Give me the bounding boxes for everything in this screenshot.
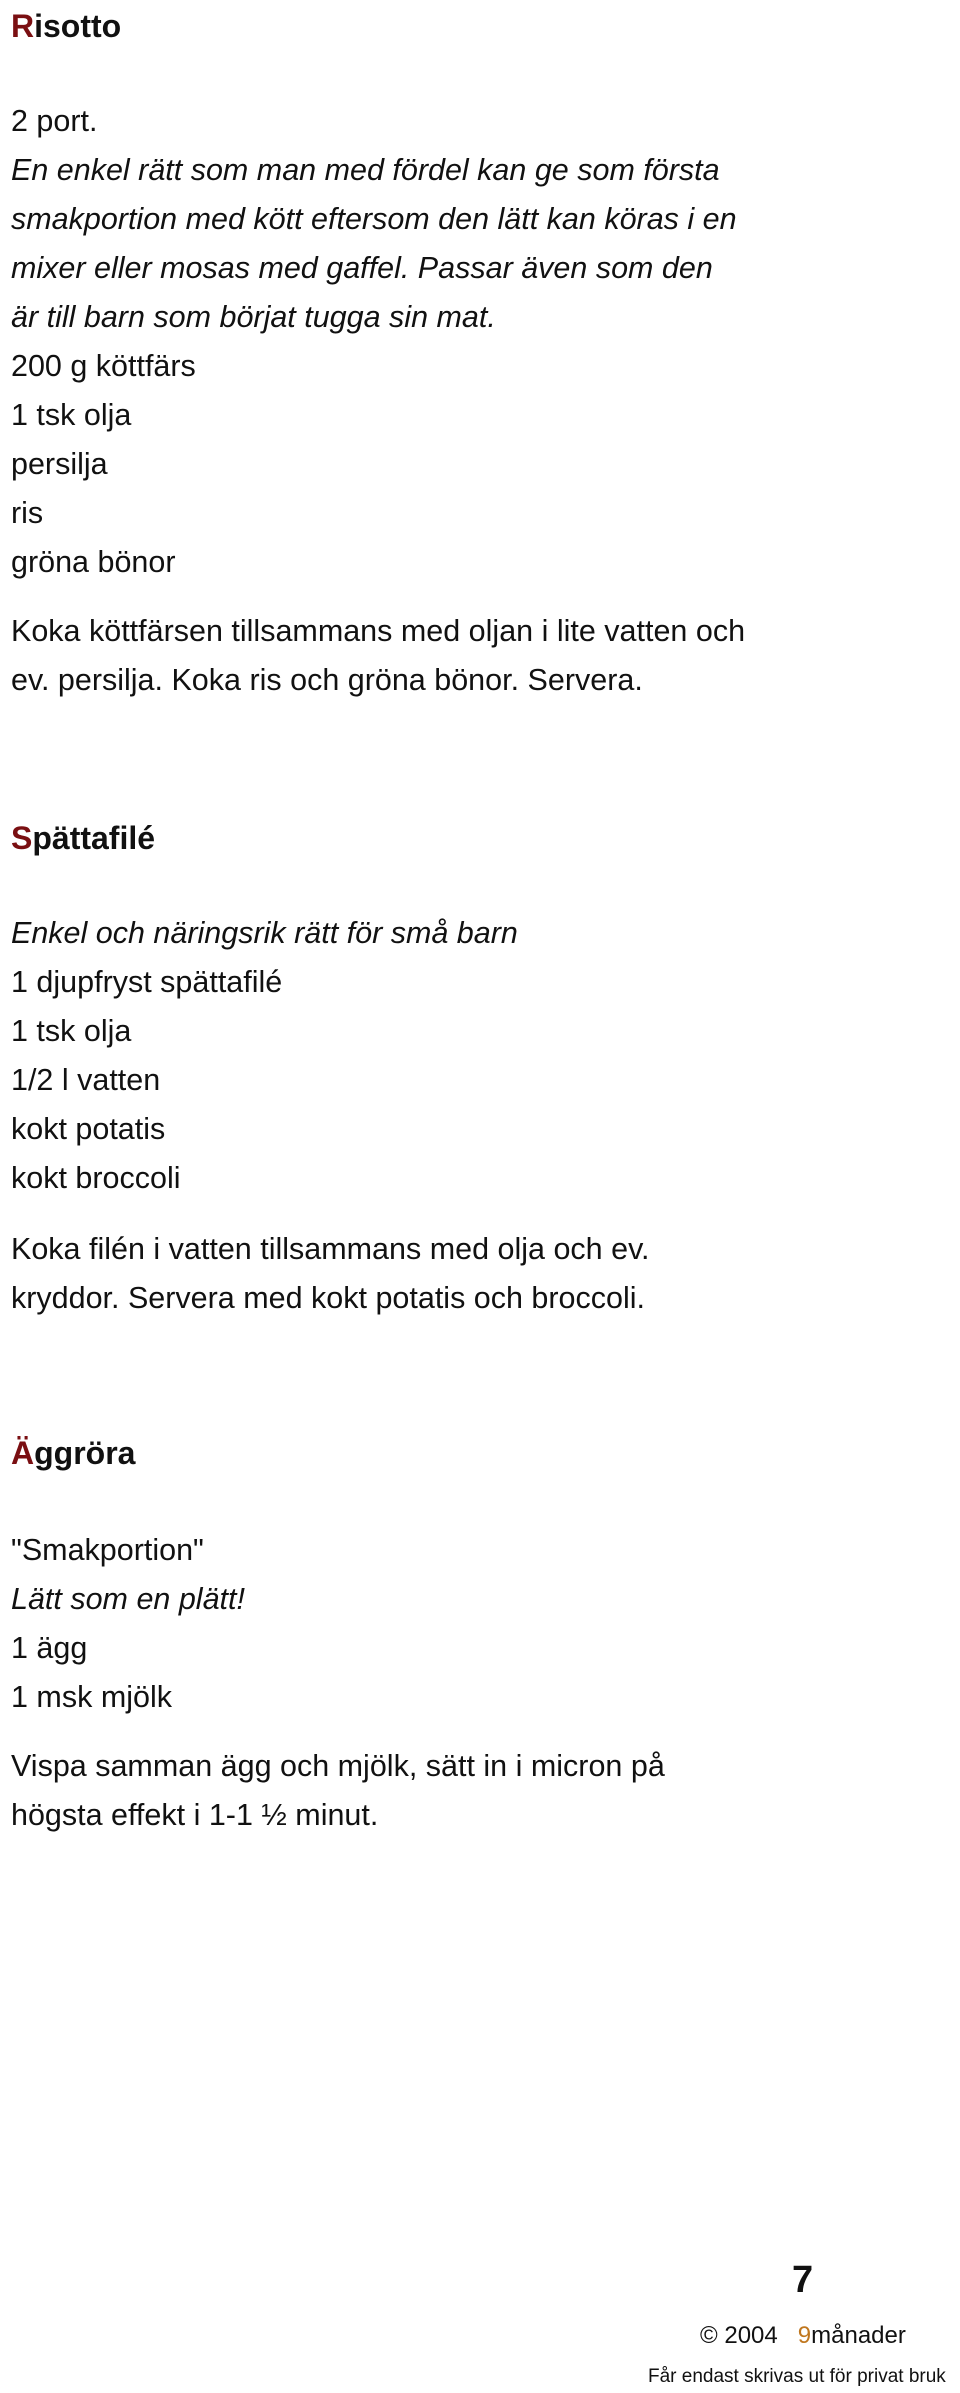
title-initial: S [11, 820, 33, 856]
copyright [700, 2321, 906, 2351]
intro-line: Enkel och näringsrik rätt för små barn [11, 916, 518, 950]
method-line: Koka filén i vatten tillsammans med olja och ev. [11, 1232, 650, 1266]
portions: 2 port. [11, 104, 98, 138]
title-rest: isotto [34, 8, 122, 44]
ingredient: 1/2 l vatten [11, 1063, 161, 1097]
ingredient: ris [11, 496, 44, 530]
title-rest: pättafilé [32, 820, 156, 856]
title-initial: Ä [11, 1435, 35, 1471]
intro-line: En enkel rätt som man med fördel kan ge som första [11, 153, 720, 187]
title-initial: R [11, 8, 35, 44]
method-line: kryddor. Servera med kokt potatis och broccoli. [11, 1281, 646, 1315]
copyright-symbol: © [700, 2322, 718, 2349]
ingredient: gröna bönor [11, 545, 176, 579]
portions: "Smakportion" [11, 1533, 204, 1567]
recipe-title [11, 1433, 135, 1473]
footer-note: Får endast skrivas ut för privat bruk [648, 2366, 946, 2387]
title-rest: ggröra [34, 1435, 136, 1471]
brand-number: 9 [797, 2322, 812, 2349]
method-line: ev. persilja. Koka ris och gröna bönor. Servera. [11, 663, 643, 697]
brand-word: månader [811, 2322, 906, 2349]
ingredient: 1 tsk olja [11, 1014, 132, 1048]
recipe-title [11, 818, 155, 858]
ingredient: 1 msk mjölk [11, 1680, 172, 1714]
recipe-title [11, 6, 121, 46]
page-number: 7 [792, 2259, 814, 2301]
copyright-year: 2004 [724, 2322, 778, 2349]
ingredient: 1 djupfryst spättafilé [11, 965, 283, 999]
intro-line: Lätt som en plätt! [11, 1582, 245, 1616]
ingredient: 1 tsk olja [11, 398, 132, 432]
method-line: Koka köttfärsen tillsammans med oljan i lite vatten och [11, 614, 746, 648]
intro-line: smakportion med kött eftersom den lätt kan köras i en [11, 202, 737, 236]
method-line: högsta effekt i 1-1 ½ minut. [11, 1798, 379, 1832]
ingredient: kokt potatis [11, 1112, 166, 1146]
method-line: Vispa samman ägg och mjölk, sätt in i micron på [11, 1749, 665, 1783]
ingredient: 200 g köttfärs [11, 349, 196, 383]
intro-line: mixer eller mosas med gaffel. Passar även som den [11, 251, 713, 285]
ingredient: 1 ägg [11, 1631, 88, 1665]
intro-line: är till barn som börjat tugga sin mat. [11, 300, 496, 334]
ingredient: persilja [11, 447, 108, 481]
ingredient: kokt broccoli [11, 1161, 181, 1195]
